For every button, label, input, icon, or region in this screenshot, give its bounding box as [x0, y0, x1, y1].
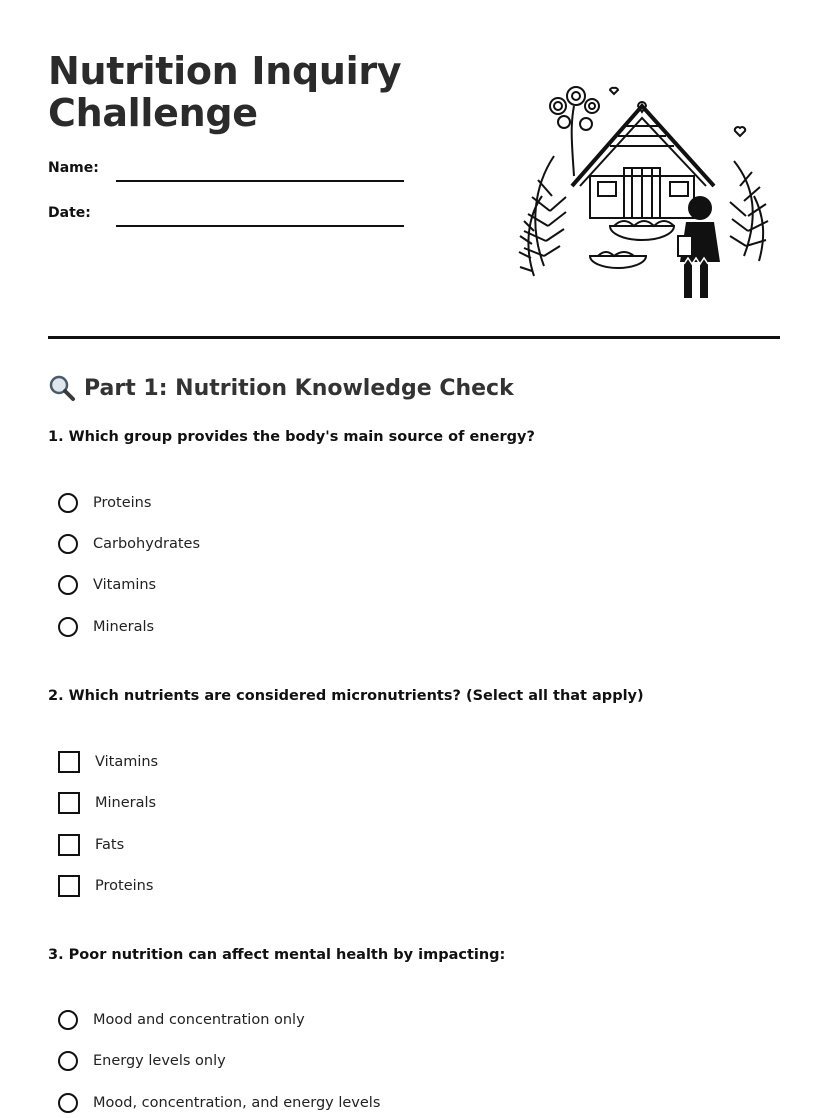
q3-option-3[interactable] [58, 1091, 380, 1115]
q1-option-1[interactable] [58, 491, 151, 515]
title-line-2: Challenge [48, 91, 258, 135]
q1-option-3[interactable] [58, 573, 156, 597]
option-label: Minerals [93, 619, 155, 635]
wharenui-meeting-house-illustration [514, 76, 770, 304]
radio-button[interactable] [58, 1051, 78, 1071]
name-field-line[interactable] [116, 180, 404, 182]
question-1: 1. Which group provides the body's main source of energy? [48, 429, 535, 445]
option-label: Energy levels only [93, 1053, 226, 1069]
question-2: 2. Which nutrients are considered micronutrients? (Select all that apply) [48, 688, 644, 704]
section-title-text: Part 1: Nutrition Knowledge Check [84, 375, 514, 401]
q2-option-4[interactable] [58, 874, 153, 898]
option-label: Mood, concentration, and energy levels [93, 1095, 381, 1111]
date-label: Date: [48, 205, 91, 221]
option-label: Vitamins [95, 754, 159, 770]
option-label: Mood and concentration only [93, 1012, 305, 1028]
title-line-1: Nutrition Inquiry [48, 49, 402, 93]
header-divider [48, 336, 780, 339]
worksheet-title [48, 50, 401, 134]
date-field-line[interactable] [116, 225, 404, 227]
checkbox[interactable] [58, 834, 80, 856]
name-label: Name: [48, 160, 99, 176]
q1-option-2[interactable] [58, 532, 200, 556]
option-label: Carbohydrates [93, 536, 201, 552]
q2-option-1[interactable] [58, 750, 158, 774]
q2-option-3[interactable] [58, 833, 124, 857]
checkbox[interactable] [58, 751, 80, 773]
option-label: Vitamins [93, 577, 157, 593]
q1-option-4[interactable] [58, 615, 154, 639]
magnifying-glass-icon [48, 374, 76, 402]
option-label: Proteins [93, 495, 152, 511]
q3-option-2[interactable] [58, 1049, 226, 1073]
radio-button[interactable] [58, 534, 78, 554]
radio-button[interactable] [58, 617, 78, 637]
checkbox[interactable] [58, 792, 80, 814]
radio-button[interactable] [58, 493, 78, 513]
q3-option-1[interactable] [58, 1008, 305, 1032]
section-title [48, 374, 514, 402]
option-label: Proteins [95, 878, 154, 894]
radio-button[interactable] [58, 1010, 78, 1030]
radio-button[interactable] [58, 1093, 78, 1113]
option-label: Fats [95, 837, 125, 853]
question-3: 3. Poor nutrition can affect mental health by impacting: [48, 947, 506, 963]
option-label: Minerals [95, 795, 157, 811]
radio-button[interactable] [58, 575, 78, 595]
checkbox[interactable] [58, 875, 80, 897]
q2-option-2[interactable] [58, 791, 156, 815]
